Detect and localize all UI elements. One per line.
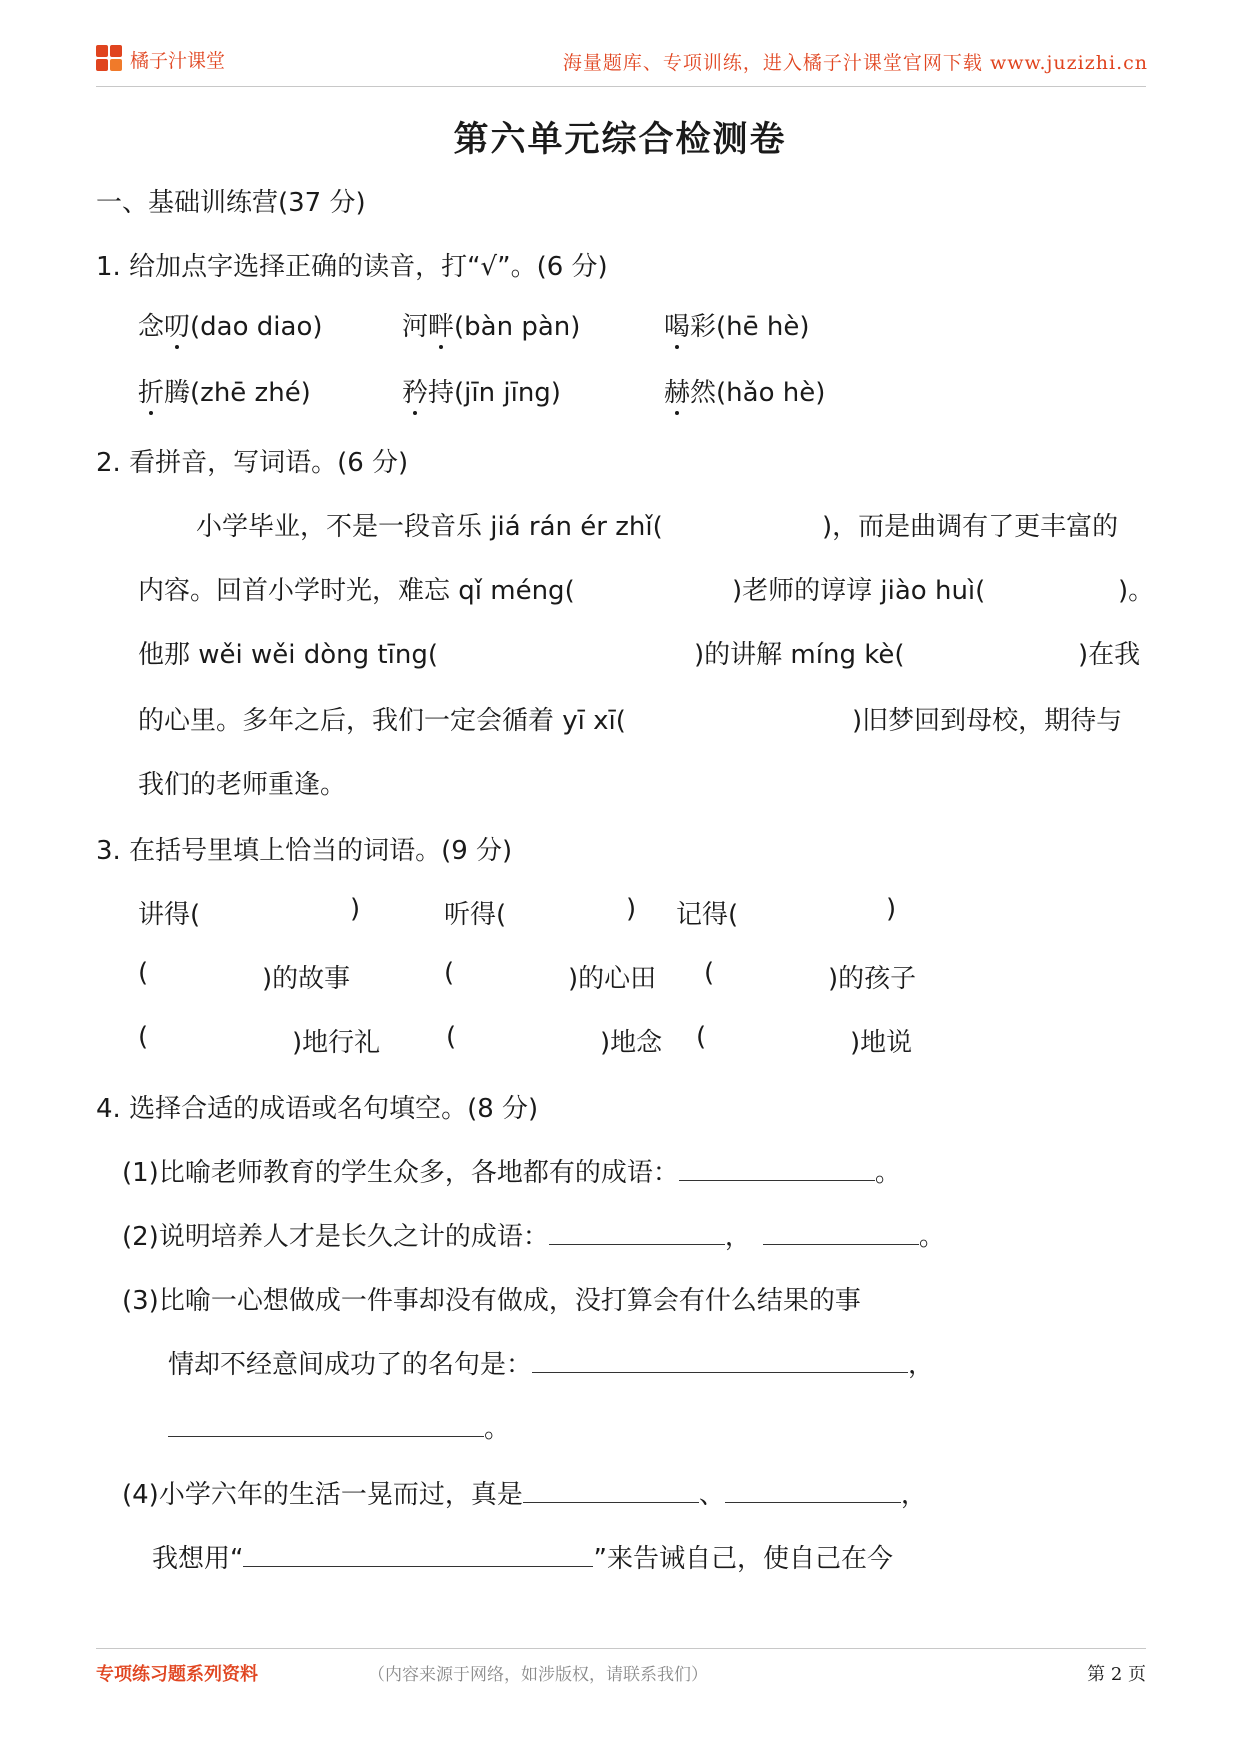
q4-sub-3a: (3)比喻一心想做成一件事却没有做成，没打算会有什么结果的事 bbox=[122, 1286, 861, 1316]
q3-r3-b: )地行礼 bbox=[292, 1028, 381, 1058]
page-title: 第六单元综合检测卷 bbox=[453, 119, 787, 160]
q3-r2-e: ( bbox=[704, 958, 715, 988]
answer-blank[interactable] bbox=[523, 1480, 699, 1503]
q3-r1-f: ) bbox=[886, 894, 897, 924]
q2-line-2a: 内容。回首小学时光，难忘 qǐ méng( bbox=[138, 576, 575, 606]
answer-blank[interactable] bbox=[243, 1544, 593, 1567]
q3-r3-a: ( bbox=[138, 1022, 149, 1052]
header-slogan: 海量题库、专项训练，进入橘子汁课堂官网下载 www.juzizhi.cn bbox=[562, 52, 1148, 74]
q3-r2-b: )的故事 bbox=[262, 964, 351, 994]
q1-item-1: 念叨(dao diao) bbox=[138, 312, 323, 342]
answer-blank[interactable] bbox=[168, 1414, 484, 1437]
q3-r3-d: )地念 bbox=[600, 1028, 663, 1058]
footer-divider bbox=[96, 1648, 1146, 1649]
q3-r1-a: 讲得( bbox=[138, 900, 201, 930]
q1-item-4: 折腾(zhē zhé) bbox=[138, 378, 311, 408]
q3-r1-d: ) bbox=[626, 894, 637, 924]
q2-line-2b: )老师的谆谆 jiào huì( bbox=[732, 576, 986, 606]
q3-r2-c: ( bbox=[444, 958, 455, 988]
page-number: 第 2 页 bbox=[1087, 1664, 1146, 1685]
q2-line-4a: 的心里。多年之后，我们一定会循着 yī xī( bbox=[138, 706, 626, 736]
q3-r3-f: )地说 bbox=[850, 1028, 913, 1058]
q3-r1-e: 记得( bbox=[676, 900, 739, 930]
q3-r2-d: )的心田 bbox=[568, 964, 657, 994]
question-1-stem: 1. 给加点字选择正确的读音，打“√”。(6 分) bbox=[96, 252, 608, 282]
q2-line-4b: )旧梦回到母校，期待与 bbox=[852, 706, 1123, 736]
logo-icon bbox=[96, 45, 124, 73]
question-4-stem: 4. 选择合适的成语或名句填空。(8 分) bbox=[96, 1094, 539, 1124]
brand-name: 橘子汁课堂 bbox=[130, 49, 226, 72]
question-3-stem: 3. 在括号里填上恰当的词语。(9 分) bbox=[96, 836, 513, 866]
q2-line-3b: )的讲解 míng kè( bbox=[694, 640, 905, 670]
q4-sub-3c: 。 bbox=[168, 1408, 510, 1445]
header-divider bbox=[96, 86, 1146, 87]
q1-item-6: 赫然(hǎo hè) bbox=[664, 378, 826, 408]
answer-blank[interactable] bbox=[763, 1222, 919, 1245]
q2-line-3c: )在我 bbox=[1078, 640, 1141, 670]
q1-item-3: 喝彩(hē hè) bbox=[664, 312, 810, 342]
question-2-stem: 2. 看拼音，写词语。(6 分) bbox=[96, 448, 409, 478]
answer-blank[interactable] bbox=[549, 1222, 725, 1245]
q2-line-2c: )。 bbox=[1118, 576, 1155, 606]
q1-item-5: 矜持(jīn jīng) bbox=[402, 378, 561, 408]
q4-sub-4a: (4)小学六年的生活一晃而过，真是 、 ， bbox=[122, 1480, 927, 1510]
footer-series-label: 专项练习题系列资料 bbox=[96, 1664, 258, 1685]
q2-line-1b: )，而是曲调有了更丰富的 bbox=[822, 512, 1119, 542]
q4-sub-4b: 我想用“ ”来告诫自己，使自己在今 bbox=[152, 1544, 893, 1574]
q2-line-5: 我们的老师重逢。 bbox=[138, 770, 347, 800]
q3-r2-a: ( bbox=[138, 958, 149, 988]
brand-logo bbox=[96, 44, 225, 74]
q3-r1-c: 听得( bbox=[444, 900, 507, 930]
answer-blank[interactable] bbox=[725, 1480, 901, 1503]
q4-sub-2: (2)说明培养人才是长久之计的成语： ， 。 bbox=[122, 1222, 945, 1252]
footer-copyright-note: （内容来源于网络，如涉版权，请联系我们） bbox=[368, 1665, 708, 1685]
q3-r2-f: )的孩子 bbox=[828, 964, 917, 994]
q3-r1-b: ) bbox=[350, 894, 361, 924]
q2-line-3a: 他那 wěi wěi dòng tīng( bbox=[138, 640, 438, 670]
q4-sub-1: (1)比喻老师教育的学生众多，各地都有的成语： 。 bbox=[122, 1158, 901, 1188]
section-heading: 一、基础训练营(37 分) bbox=[96, 188, 366, 218]
q4-sub-3b: 情却不经意间成功了的名句是： ， bbox=[168, 1350, 935, 1380]
q3-r3-c: ( bbox=[446, 1022, 457, 1052]
answer-blank[interactable] bbox=[679, 1158, 875, 1181]
q1-item-2: 河畔(bàn pàn) bbox=[402, 312, 581, 342]
q2-line-1a: 小学毕业，不是一段音乐 jiá rán ér zhǐ( bbox=[196, 512, 663, 542]
q3-r3-e: ( bbox=[696, 1022, 707, 1052]
answer-blank[interactable] bbox=[532, 1350, 908, 1373]
